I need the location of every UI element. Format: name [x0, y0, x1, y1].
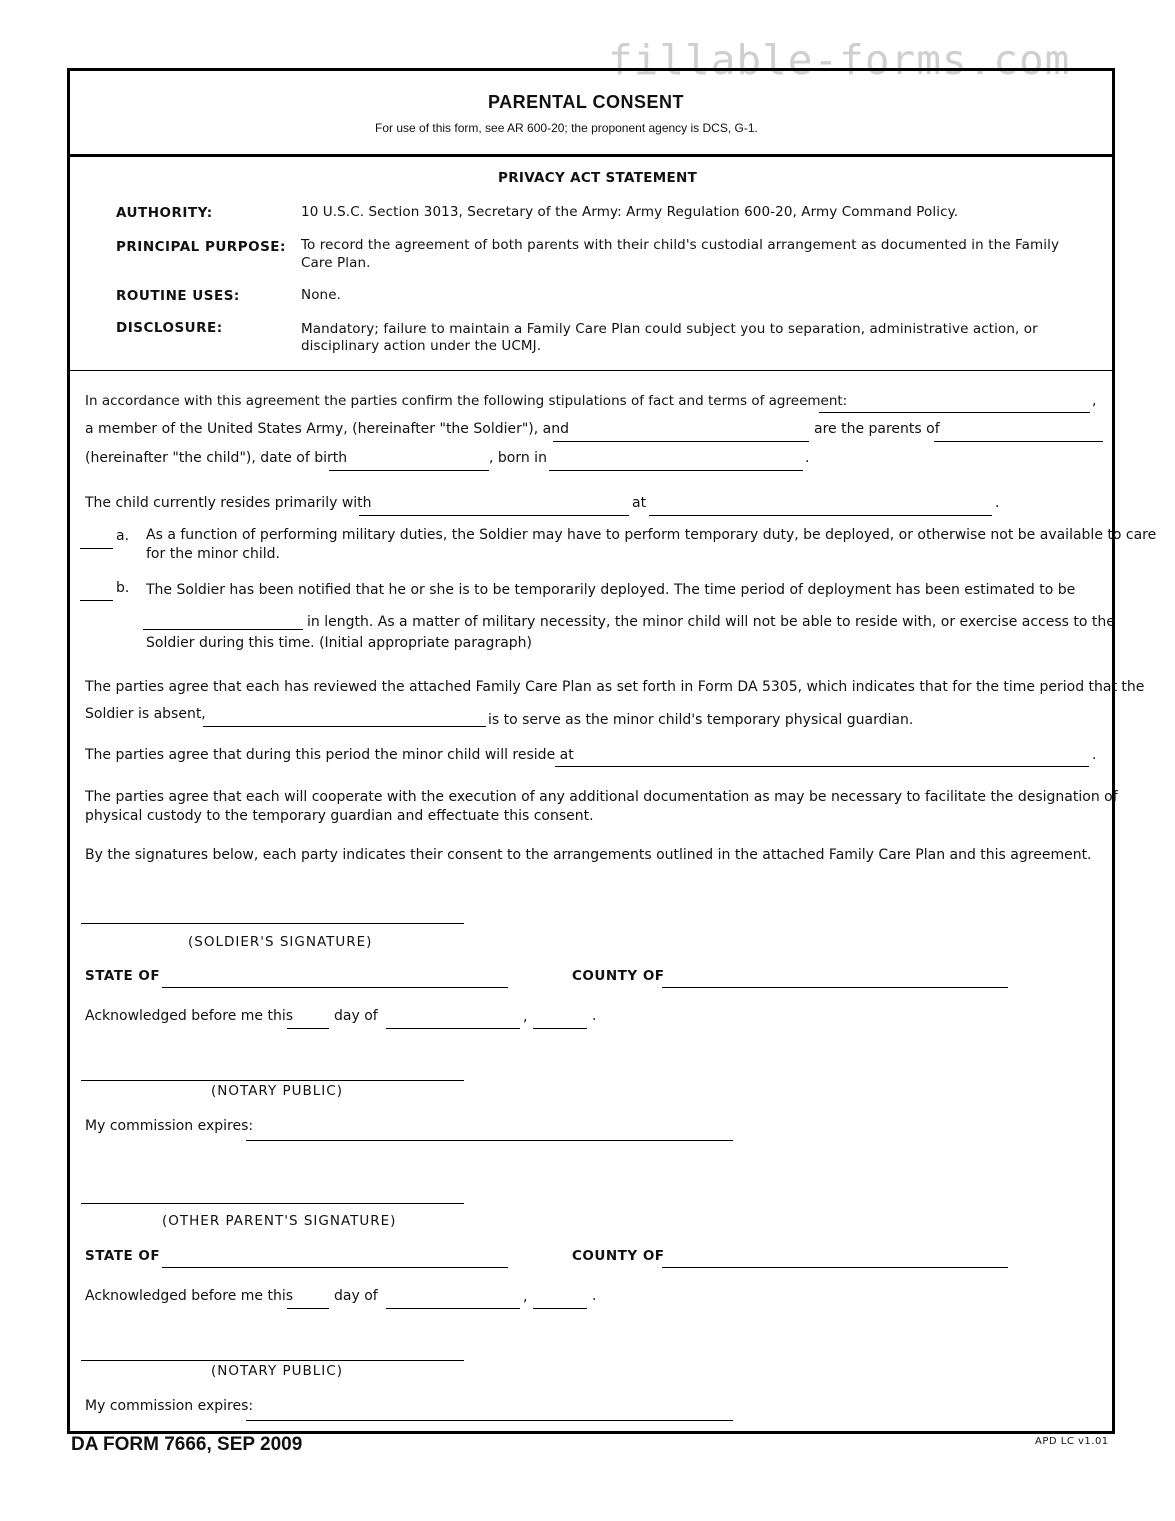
state-of-label-2: STATE OF [85, 1248, 161, 1264]
other-parent-signature-line[interactable] [81, 1203, 464, 1204]
at-text: at [632, 495, 647, 511]
state-of-input[interactable] [162, 969, 508, 988]
routine-uses-text: None. [301, 287, 342, 303]
commission-text-2: My commission expires: [85, 1398, 254, 1414]
ack-comma-2: , [523, 1289, 528, 1305]
state-of-input-2[interactable] [162, 1249, 508, 1268]
acknowledged-text: Acknowledged before me this [85, 1008, 294, 1024]
intro-comma: , [1092, 393, 1097, 409]
disclosure-label: DISCLOSURE: [116, 320, 223, 336]
resides-with-input[interactable] [359, 497, 629, 516]
notary-caption-2: (NOTARY PUBLIC) [211, 1363, 343, 1379]
reside-at-input[interactable] [555, 748, 1089, 767]
paragraph-a-line1: As a function of performing military duties, the Soldier may have to perform temporary duty, be deployed, or otherwise not be available to care [146, 527, 1157, 543]
soldier-signature-line[interactable] [81, 923, 464, 924]
commission-expires-input-2[interactable] [246, 1402, 733, 1421]
resides-period: . [995, 495, 1000, 511]
paragraph-b-line3: Soldier during this time. (Initial appropriate paragraph) [146, 635, 533, 651]
privacy-divider [67, 370, 1115, 371]
cooperate-line2: physical custody to the temporary guardian and effectuate this consent. [85, 808, 594, 824]
paragraph-b-marker: b. [116, 580, 130, 596]
ack-month-input[interactable] [386, 1010, 520, 1029]
ack-period: . [592, 1008, 597, 1024]
disclosure-line1: Mandatory; failure to maintain a Family Care Plan could subject you to separation, administrative action, or [301, 321, 1038, 337]
form-title: PARENTAL CONSENT [488, 92, 685, 112]
disclosure-line2: disciplinary action under the UCMJ. [301, 338, 542, 354]
soldier-name-input[interactable] [819, 394, 1090, 413]
initial-b-input[interactable] [80, 582, 113, 601]
review-line2-end: is to serve as the minor child's temporary physical guardian. [488, 712, 914, 728]
deployment-length-input[interactable] [143, 611, 303, 630]
routine-uses-label: ROUTINE USES: [116, 288, 240, 304]
principal-purpose-line2: Care Plan. [301, 255, 371, 271]
commission-expires-input[interactable] [246, 1122, 733, 1141]
day-of-text-2: day of [334, 1288, 378, 1304]
watermark: fillable-forms.com [608, 36, 1071, 84]
ack-month-input-2[interactable] [386, 1290, 520, 1309]
principal-purpose-line1: To record the agreement of both parents with their child's custodial arrangement as documented in the Family [301, 237, 1060, 253]
form-subtitle: For use of this form, see AR 600-20; the proponent agency is DCS, G-1. [375, 121, 758, 135]
county-of-label-2: COUNTY OF [572, 1248, 665, 1264]
signatures-text: By the signatures below, each party indicates their consent to the arrangements outlined in the attached Family Care Plan and this agreement. [85, 847, 1092, 863]
ack-day-input[interactable] [287, 1010, 329, 1029]
authority-text: 10 U.S.C. Section 3013, Secretary of the Army: Army Regulation 600-20, Army Command Policy. [301, 204, 959, 220]
parents-of-text: are the parents of [814, 421, 940, 437]
authority-label: AUTHORITY: [116, 205, 213, 221]
initial-a-input[interactable] [80, 530, 113, 549]
child-dob-input[interactable] [329, 452, 489, 471]
temporary-guardian-input[interactable] [203, 708, 486, 727]
paragraph-a-line2: for the minor child. [146, 546, 280, 562]
child-name-input[interactable] [934, 423, 1103, 442]
principal-purpose-label: PRINCIPAL PURPOSE: [116, 239, 286, 255]
other-parent-name-input[interactable] [553, 423, 809, 442]
review-line1: The parties agree that each has reviewed the attached Family Care Plan as set forth in Form DA 5305, which indicates that for the time period that the [85, 679, 1145, 695]
paragraph-b-line1: The Soldier has been notified that he or she is to be temporarily deployed. The time period of deployment has been estimated to be [146, 582, 1076, 598]
member-text: a member of the United States Army, (hereinafter "the Soldier"), and [85, 421, 569, 437]
born-period: . [805, 450, 810, 466]
county-of-input[interactable] [662, 969, 1008, 988]
privacy-act-title: PRIVACY ACT STATEMENT [498, 170, 698, 186]
ack-period-2: . [592, 1288, 597, 1304]
form-number: DA FORM 7666, SEP 2009 [71, 1434, 303, 1455]
soldier-signature-caption: (SOLDIER'S SIGNATURE) [188, 934, 373, 950]
born-in-text: , born in [489, 450, 547, 466]
ack-comma: , [523, 1009, 528, 1025]
notary-signature-line[interactable] [81, 1080, 464, 1081]
county-of-input-2[interactable] [662, 1249, 1008, 1268]
acknowledged-text-2: Acknowledged before me this [85, 1288, 294, 1304]
other-parent-signature-caption: (OTHER PARENT'S SIGNATURE) [162, 1213, 397, 1229]
state-of-label: STATE OF [85, 968, 161, 984]
ack-day-input-2[interactable] [287, 1290, 329, 1309]
birthplace-input[interactable] [549, 452, 803, 471]
commission-text: My commission expires: [85, 1118, 254, 1134]
ack-year-input[interactable] [533, 1010, 587, 1029]
county-of-label: COUNTY OF [572, 968, 665, 984]
resides-address-input[interactable] [649, 497, 992, 516]
reside-at-text: The parties agree that during this period the minor child will reside at [85, 747, 574, 763]
review-line2-start: Soldier is absent, [85, 706, 206, 722]
form-version: APD LC v1.01 [1035, 1436, 1109, 1447]
ack-year-input-2[interactable] [533, 1290, 587, 1309]
cooperate-line1: The parties agree that each will cooperate with the execution of any additional documentation as may be necessary to facilitate the designation of [85, 789, 1118, 805]
paragraph-b-line2: in length. As a matter of military necessity, the minor child will not be able to reside with, or exercise access to the [307, 614, 1115, 630]
agreement-intro: In accordance with this agreement the parties confirm the following stipulations of fact and terms of agreement: [85, 393, 848, 409]
header-divider [67, 154, 1115, 157]
notary-caption: (NOTARY PUBLIC) [211, 1083, 343, 1099]
day-of-text: day of [334, 1008, 378, 1024]
resides-text: The child currently resides primarily with [85, 495, 372, 511]
child-dob-text: (hereinafter "the child"), date of birth [85, 450, 348, 466]
reside-period: . [1092, 747, 1097, 763]
paragraph-a-marker: a. [116, 528, 130, 544]
notary-signature-line-2[interactable] [81, 1360, 464, 1361]
